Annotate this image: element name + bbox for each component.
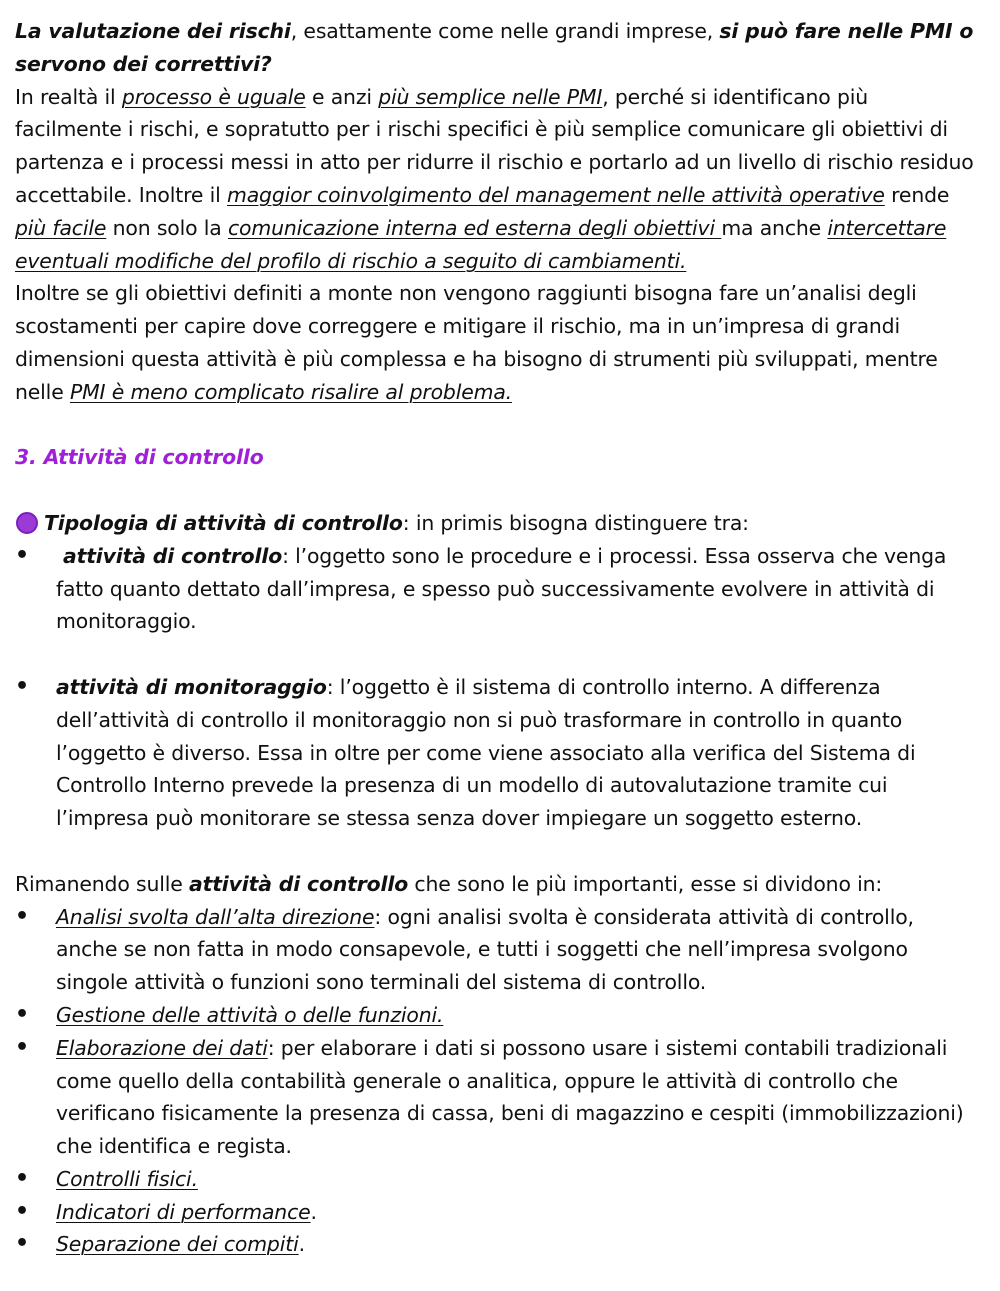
rimanendo-term: attività di controllo <box>189 871 409 896</box>
item-term: Indicatori di performance <box>56 1199 311 1224</box>
intro-emphasis: PMI è meno complicato risalire al problema. <box>69 379 513 404</box>
type-text: : l’oggetto sono le procedure e i processi. Essa osserva che venga fatto quanto dettato dall’impresa, e spesso può successivamente evolvere in attività di monitoraggio. <box>56 543 947 634</box>
intro-paragraph <box>15 81 975 278</box>
rimanendo-text: che sono le più importanti, esse si dividono in: <box>408 871 883 896</box>
intro-emphasis: più facile <box>15 215 107 240</box>
list-item <box>15 1163 975 1196</box>
list-item <box>15 1196 975 1229</box>
intro-text: e anzi <box>305 84 379 109</box>
rimanendo-text: Rimanendo sulle <box>15 871 189 896</box>
spacer <box>15 474 975 507</box>
tipologia-text: : in primis bisogna distinguere tra: <box>402 510 749 535</box>
control-activities-list <box>15 901 975 1262</box>
question-title: La valutazione dei rischi <box>15 19 291 43</box>
item-term: Controlli fisici. <box>56 1166 198 1191</box>
intro-emphasis: processo è uguale <box>121 84 306 109</box>
document-page <box>15 15 975 1261</box>
list-item <box>15 1228 975 1261</box>
type-text: : l’oggetto è il sistema di controllo interno. A differenza dell’attività di controllo il monitoraggio non si può trasformare in controllo in quanto l’oggetto è diverso. Essa in oltre per come viene associato alla verifica del Sistema di Controllo Interno prevede la presenza di un modello di autovalutazione tramite cui l’impresa può monitorare se stessa senza dover impiegare un soggetto esterno. <box>56 674 916 831</box>
intro-text: , perché si identificano più facilmente i rischi, e sopratutto per i rischi specifici è più semplice comunicare gli obiettivi di partenza e i processi messi in atto per ridurre il rischio e portarlo ad un livello di rischio residuo accettabile. Inoltre il <box>15 84 974 207</box>
intro-text: rende <box>884 182 950 207</box>
list-item <box>15 901 975 999</box>
type-term: attività di monitoraggio <box>56 674 327 699</box>
item-term: Separazione dei compiti <box>56 1232 299 1257</box>
type-term: attività di controllo <box>63 543 283 568</box>
tipologia-label: Tipologia di attività di controllo <box>44 510 403 535</box>
spacer <box>15 638 975 671</box>
spacer <box>15 835 975 868</box>
item-text: . <box>298 1232 305 1257</box>
list-item <box>15 671 975 835</box>
intro-emphasis: intercettare eventuali modifiche del profilo di rischio a seguito di cambiamenti. <box>15 215 947 273</box>
rimanendo-line <box>15 868 975 901</box>
intro-paragraph-2 <box>15 277 975 408</box>
intro-emphasis: maggior coinvolgimento del management nelle attività operative <box>226 182 885 207</box>
intro-text: non solo la <box>106 215 228 240</box>
spacer <box>15 409 975 442</box>
intro-text: ma anche <box>721 215 828 240</box>
list-item <box>15 999 975 1032</box>
purple-circle-icon <box>16 512 38 534</box>
types-list <box>15 540 975 638</box>
section-heading: 3. Attività di controllo <box>15 445 264 470</box>
item-term: Analisi svolta dall’alta direzione <box>56 904 375 929</box>
intro-emphasis: comunicazione interna ed esterna degli obiettivi <box>227 215 722 240</box>
item-term: Gestione delle attività o delle funzioni. <box>56 1002 444 1027</box>
item-text: . <box>310 1199 317 1224</box>
item-term: Elaborazione dei dati <box>56 1035 268 1060</box>
list-item <box>15 1032 975 1163</box>
tipologia-line <box>15 507 975 540</box>
intro-text: In realtà il <box>15 84 122 109</box>
intro-emphasis: più semplice nelle PMI <box>378 84 603 109</box>
question-text: , esattamente come nelle grandi imprese, <box>290 19 720 43</box>
intro-question <box>15 15 975 81</box>
types-list-2 <box>15 671 975 835</box>
item-text: : per elaborare i dati si possono usare i sistemi contabili tradizionali come quello della contabilità generale o analitica, oppure le attività di controllo che verificano fisicamente la presenza di cassa, beni di magazzino e cespiti (immobilizzazioni) che identifica e regista. <box>56 1035 964 1159</box>
question-end: si può fare nelle PMI o servono dei correttivi? <box>15 19 974 76</box>
list-item <box>15 540 975 638</box>
intro-text: Inoltre se gli obiettivi definiti a monte non vengono raggiunti bisogna fare un’analisi degli scostamenti per capire dove correggere e mitigare il rischio, ma in un’impresa di grandi dimensioni questa attività è più complessa e ha bisogno di strumenti più sviluppati, mentre nelle <box>15 281 938 404</box>
item-text: : ogni analisi svolta è considerata attività di controllo, anche se non fatta in modo consapevole, e tutti i soggetti che nell’impresa svolgono singole attività o funzioni sono terminali del sistema di controllo. <box>56 904 914 995</box>
